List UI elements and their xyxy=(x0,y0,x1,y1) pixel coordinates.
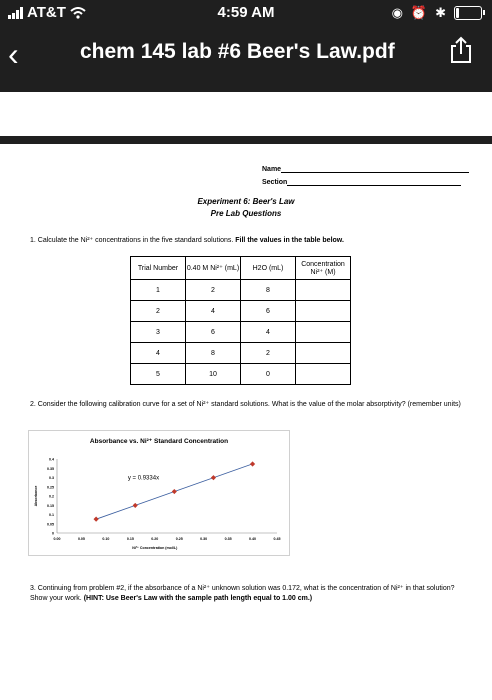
data-point xyxy=(250,461,255,466)
subtitle: Pre Lab Questions xyxy=(210,209,282,218)
data-point xyxy=(172,489,177,494)
y-tick-label: 0.25 xyxy=(47,485,54,490)
x-tick-label: 0.25 xyxy=(175,537,183,541)
table-header: 0.40 M Ni²⁺ (mL) xyxy=(186,257,241,280)
table-cell: 0 xyxy=(241,364,296,385)
table-header: H2O (mL) xyxy=(241,257,296,280)
table-cell: 8 xyxy=(241,280,296,301)
name-label: Name xyxy=(262,166,282,173)
x-tick-label: 0.40 xyxy=(249,537,257,541)
x-axis-label: Ni²⁺ Concentration (mol/L) xyxy=(132,546,178,550)
table-row xyxy=(131,343,351,364)
table-cell: 3 xyxy=(131,322,186,343)
x-tick-label: 0.35 xyxy=(224,537,232,541)
x-tick-label: 0.15 xyxy=(126,537,134,541)
y-tick-label: 0.4 xyxy=(49,457,54,462)
question-1-text: 1. Calculate the Ni²⁺ concentrations in the five standard solutions. xyxy=(30,237,234,244)
table-cell: 1 xyxy=(131,280,186,301)
location-lock-icon: ◉ xyxy=(391,5,403,20)
question-3-text: 3. Continuing from problem #2, if the absorbance of a Ni²⁺ unknown solution was 0.172, what is the concentration of Ni²⁺ in that solution? Show your work. xyxy=(30,585,455,602)
name-section-block xyxy=(262,166,469,186)
calibration-chart xyxy=(28,430,290,556)
chart-title: Absorbance vs. Ni²⁺ Standard Concentration xyxy=(89,438,229,445)
question-1 xyxy=(30,236,344,246)
y-tick-label: 0.2 xyxy=(49,494,54,499)
table-header: Concentration Ni²⁺ (M) xyxy=(296,257,351,280)
table-cell xyxy=(296,322,351,343)
table-cell: 10 xyxy=(186,364,241,385)
alarm-icon: ⏰ xyxy=(410,5,428,20)
y-tick-label: 0 xyxy=(52,531,54,536)
table-cell xyxy=(296,364,351,385)
y-tick-label: 0.35 xyxy=(47,466,54,471)
pdf-page[interactable] xyxy=(0,144,492,700)
table-header: Trial Number xyxy=(131,257,186,280)
table-cell: 4 xyxy=(186,301,241,322)
x-tick-label: 0.10 xyxy=(102,537,110,541)
table-cell xyxy=(296,301,351,322)
table-cell: 5 xyxy=(131,364,186,385)
clock: 4:59 AM xyxy=(217,4,275,21)
data-point xyxy=(211,475,216,480)
table-cell: 6 xyxy=(186,322,241,343)
share-icon[interactable] xyxy=(450,36,472,64)
table-cell: 8 xyxy=(186,343,241,364)
question-3-hint: (HINT: Use Beer's Law with the sample path length equal to 1.00 cm.) xyxy=(83,595,313,602)
table-row xyxy=(131,301,351,322)
section-label: Section xyxy=(262,179,288,186)
page-divider xyxy=(0,136,492,144)
table-row xyxy=(131,280,351,301)
data-point xyxy=(133,503,138,508)
table-header-row xyxy=(131,257,351,280)
table-cell: 2 xyxy=(131,301,186,322)
question-2: 2. Consider the following calibration curve for a set of Ni²⁺ standard solutions. What is the value of the molar absorptivity? (remember units) xyxy=(30,401,461,408)
x-tick-label: 0.45 xyxy=(273,537,281,541)
y-tick-label: 0.15 xyxy=(47,503,54,508)
table-cell xyxy=(296,343,351,364)
status-icons xyxy=(392,5,482,21)
table-row xyxy=(131,364,351,385)
bluetooth-icon: ✱ xyxy=(435,5,446,20)
title-block xyxy=(0,196,492,220)
table-cell xyxy=(296,280,351,301)
question-1-instruction: Fill the values in the table below. xyxy=(235,237,344,244)
table-cell: 6 xyxy=(241,301,296,322)
chevron-left-icon[interactable]: ‹ xyxy=(8,36,19,72)
page-top-margin xyxy=(0,92,492,136)
table-cell: 4 xyxy=(241,322,296,343)
navigation-bar xyxy=(0,30,492,80)
question-3 xyxy=(30,584,470,604)
calibration-table xyxy=(130,256,351,385)
trendline-equation: y = 0.9334x xyxy=(127,475,160,482)
x-tick-label: 0.05 xyxy=(77,537,85,541)
document-title: chem 145 lab #6 Beer's Law.pdf xyxy=(80,40,395,63)
battery-fill xyxy=(456,8,459,18)
y-tick-label: 0.1 xyxy=(49,513,54,517)
table-cell: 4 xyxy=(131,343,186,364)
top-bar xyxy=(0,0,492,92)
data-point xyxy=(94,517,99,522)
y-axis-label: Absorbance xyxy=(34,485,38,507)
x-tick-label: 0.20 xyxy=(151,537,159,541)
y-tick-label: 0.05 xyxy=(47,522,54,527)
status-bar xyxy=(0,0,492,26)
x-tick-label: 0.00 xyxy=(53,537,61,541)
y-tick-label: 0.3 xyxy=(49,476,54,480)
table-cell: 2 xyxy=(241,343,296,364)
battery-icon xyxy=(454,6,482,20)
chart-svg xyxy=(29,431,289,555)
carrier-name: AT&T xyxy=(27,4,66,21)
table-cell: 2 xyxy=(186,280,241,301)
experiment-title: Experiment 6: Beer's Law xyxy=(197,197,295,206)
table-row xyxy=(131,322,351,343)
x-tick-label: 0.30 xyxy=(200,537,208,541)
